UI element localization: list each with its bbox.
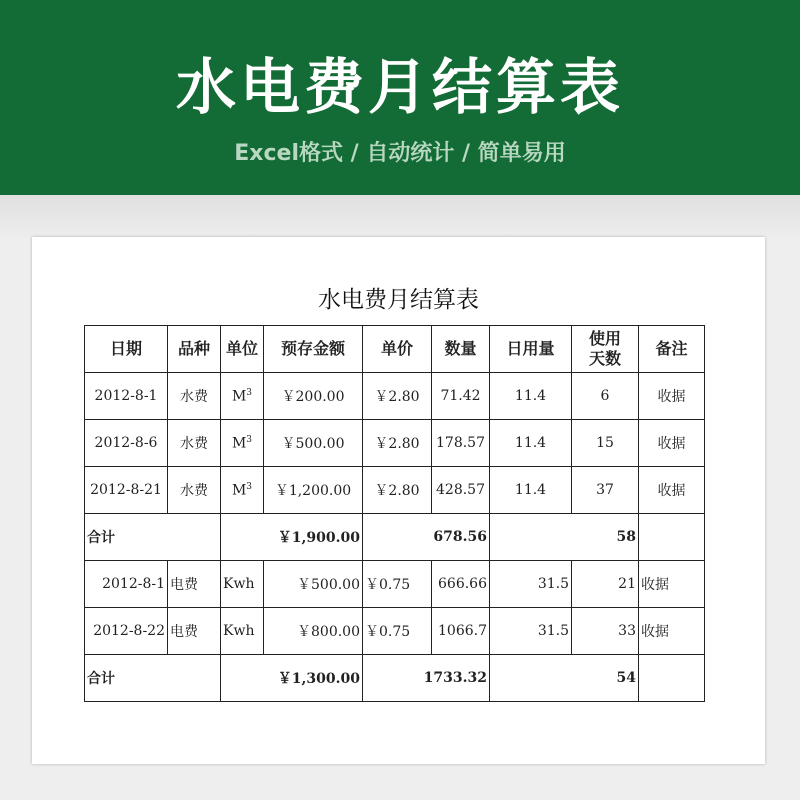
total-days: 54 [490, 655, 639, 702]
cell-daily: 11.4 [490, 420, 572, 467]
cell-qty: 71.42 [432, 373, 490, 420]
banner-subtitle: Excel格式 / 自动统计 / 简单易用 [234, 141, 566, 166]
header-daily: 日用量 [490, 326, 572, 373]
cell-note: 收据 [639, 608, 705, 655]
cell-type: 电费 [168, 608, 221, 655]
banner-shadow [0, 195, 800, 240]
cell-days: 21 [572, 561, 639, 608]
table-row [85, 561, 705, 608]
header-note: 备注 [639, 326, 705, 373]
banner-title: 水电费月结算表 [176, 53, 624, 123]
unit-text: M [231, 482, 247, 499]
cell-unit [221, 373, 264, 420]
cell-note: 收据 [639, 467, 705, 514]
cell-daily: 31.5 [490, 561, 572, 608]
total-note [639, 655, 705, 702]
cell-days: 33 [572, 608, 639, 655]
total-qty: 678.56 [363, 514, 490, 561]
total-note [639, 514, 705, 561]
cell-date: 2012-8-1 [85, 561, 168, 608]
header-deposit: 预存金额 [264, 326, 363, 373]
cell-note: 收据 [639, 561, 705, 608]
table-row [85, 467, 705, 514]
total-label: 合计 [85, 655, 221, 702]
cell-note: 收据 [639, 373, 705, 420]
cell-deposit: ￥200.00 [264, 373, 363, 420]
header-date: 日期 [85, 326, 168, 373]
total-deposit: ￥1,300.00 [221, 655, 363, 702]
cell-price: ￥2.80 [363, 420, 432, 467]
cell-unit [221, 420, 264, 467]
cell-daily: 31.5 [490, 608, 572, 655]
cell-daily: 11.4 [490, 373, 572, 420]
total-qty: 1733.32 [363, 655, 490, 702]
unit-text: M [231, 435, 247, 452]
unit-superscript: 3 [246, 387, 253, 398]
header-days-label: 使用天数 [588, 329, 621, 368]
elec-total-row [85, 655, 705, 702]
header-qty: 数量 [432, 326, 490, 373]
water-total-row [85, 514, 705, 561]
cell-unit [221, 467, 264, 514]
cell-price: ￥2.80 [363, 373, 432, 420]
header-type: 品种 [168, 326, 221, 373]
cell-date: 2012-8-1 [85, 373, 168, 420]
cell-qty: 428.57 [432, 467, 490, 514]
table-row [85, 373, 705, 420]
unit-superscript: 3 [246, 481, 253, 492]
cell-qty: 1066.7 [432, 608, 490, 655]
table-row [85, 608, 705, 655]
header-days [572, 326, 639, 373]
table-row [85, 420, 705, 467]
cell-deposit: ￥1,200.00 [264, 467, 363, 514]
header-price: 单价 [363, 326, 432, 373]
sheet-title: 水电费月结算表 [318, 287, 479, 313]
cell-qty: 666.66 [432, 561, 490, 608]
cell-daily: 11.4 [490, 467, 572, 514]
cell-days: 6 [572, 373, 639, 420]
unit-text: M [231, 388, 247, 405]
cell-price: ￥0.75 [363, 608, 432, 655]
total-label: 合计 [85, 514, 221, 561]
cell-date: 2012-8-22 [85, 608, 168, 655]
cell-days: 37 [572, 467, 639, 514]
header-row [85, 326, 705, 373]
cell-price: ￥2.80 [363, 467, 432, 514]
cell-type: 电费 [168, 561, 221, 608]
spreadsheet-paper [32, 237, 765, 764]
cell-type: 水费 [168, 467, 221, 514]
total-deposit: ￥1,900.00 [221, 514, 363, 561]
cell-deposit: ￥500.00 [264, 420, 363, 467]
cell-type: 水费 [168, 373, 221, 420]
cell-unit: Kwh [221, 561, 264, 608]
total-days: 58 [490, 514, 639, 561]
billing-table [84, 325, 705, 702]
cell-date: 2012-8-6 [85, 420, 168, 467]
cell-days: 15 [572, 420, 639, 467]
cell-note: 收据 [639, 420, 705, 467]
header-unit: 单位 [221, 326, 264, 373]
cell-qty: 178.57 [432, 420, 490, 467]
cell-price: ￥0.75 [363, 561, 432, 608]
cell-date: 2012-8-21 [85, 467, 168, 514]
unit-superscript: 3 [246, 434, 253, 445]
cell-deposit: ￥800.00 [264, 608, 363, 655]
header-banner [0, 0, 800, 195]
cell-deposit: ￥500.00 [264, 561, 363, 608]
cell-unit: Kwh [221, 608, 264, 655]
cell-type: 水费 [168, 420, 221, 467]
